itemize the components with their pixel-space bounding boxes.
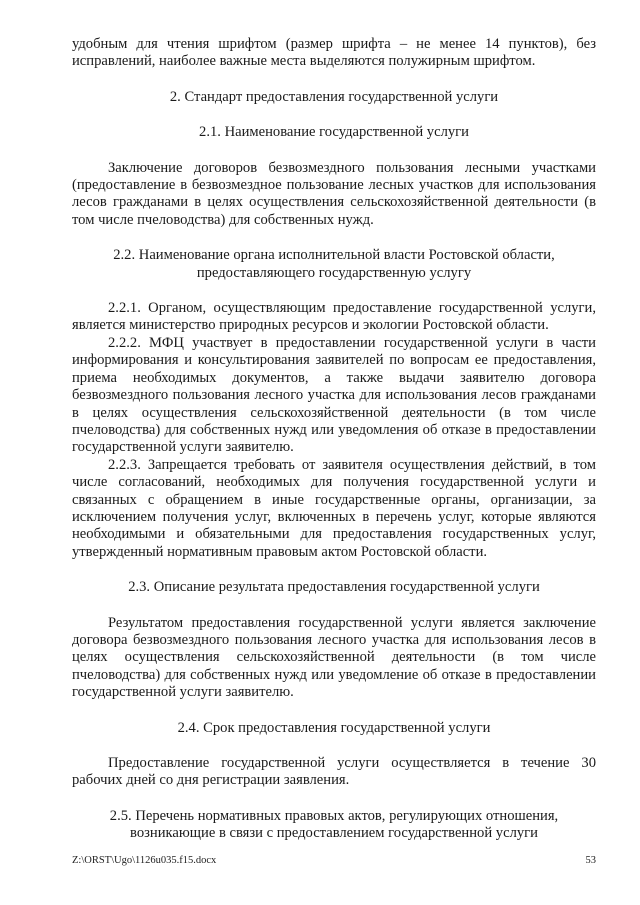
paragraph-2-2-3: 2.2.3. Запрещается требовать от заявителя осуществления действий, в том числе согласований, необходимых для получения государственной услуги и связанных с обращением в иные государственные органы, организации, за исключением получения услуг, включенных в перечень услуг, которые являются необходимыми и обязательными для предоставления государственных услуг, утвержденный нормативным правовым актом Ростовской области.: [72, 456, 596, 560]
paragraph-2-2-1: 2.2.1. Органом, осуществляющим предоставление государственной услуги, является министерство природных ресурсов и экологии Ростовской области.: [72, 300, 596, 334]
subsection-heading-2-4: 2.4. Срок предоставления государственной услуги: [177, 719, 491, 736]
page-number: 53: [585, 855, 596, 866]
paragraph-2-4: Предоставление государственной услуги осуществляется в течение 30 рабочих дней со дня регистрации заявления.: [72, 755, 596, 789]
paragraph-2-3: Результатом предоставления государственной услуги является заключение договора безвозмездного пользования лесного участка для использования лесов в целях осуществления сельскохозяйственной деятельности (в том числе пчеловодства) для собственных нужд или уведомление об отказе в предоставлении государственной услуги заявителю.: [72, 614, 596, 701]
paragraph-2-2-2: 2.2.2. МФЦ участвует в предоставлении государственной услуги в части информирования и консультирования заявителей по вопросам ее предоставления, приема необходимых документов, а также выдачи заявителю договора безвозмездного пользования лесного участка для использования лесов гражданами в целях осуществления сельскохозяйственной деятельности (в том числе пчеловодства) для собственных нужд или уведомления об отказе в предоставлении государственной услуги заявителю.: [72, 334, 596, 456]
subsection-heading-2-5-line2: возникающие в связи с предоставлением государственной услуги: [130, 825, 538, 842]
section-heading-2: 2. Стандарт предоставления государственной услуги: [169, 88, 499, 105]
subsection-heading-2-5-line1: 2.5. Перечень нормативных правовых актов, регулирующих отношения,: [109, 807, 559, 824]
page-footer: [72, 852, 596, 869]
file-path: Z:\ORST\Ugo\1126u035.f15.docx: [72, 855, 217, 866]
subsection-heading-2-3: 2.3. Описание результата предоставления государственной услуги: [128, 579, 540, 596]
subsection-heading-2-1: 2.1. Наименование государственной услуги: [199, 124, 469, 141]
paragraph-continuation: удобным для чтения шрифтом (размер шрифта – не менее 14 пунктов), без исправлений, наиболее важные места выделяются полужирным шрифтом.: [72, 36, 596, 70]
subsection-heading-2-2-line2: предоставляющего государственную услугу: [196, 264, 472, 281]
subsection-heading-2-2-line1: 2.2. Наименование органа исполнительной власти Ростовской области,: [113, 247, 555, 264]
paragraph-2-1: Заключение договоров безвозмездного пользования лесными участками (предоставление в безвозмездное пользование лесных участков для использования лесов гражданами в целях осуществления сельскохозяйственной деятельности (в том числе пчеловодства) для собственных нужд.: [72, 159, 596, 228]
